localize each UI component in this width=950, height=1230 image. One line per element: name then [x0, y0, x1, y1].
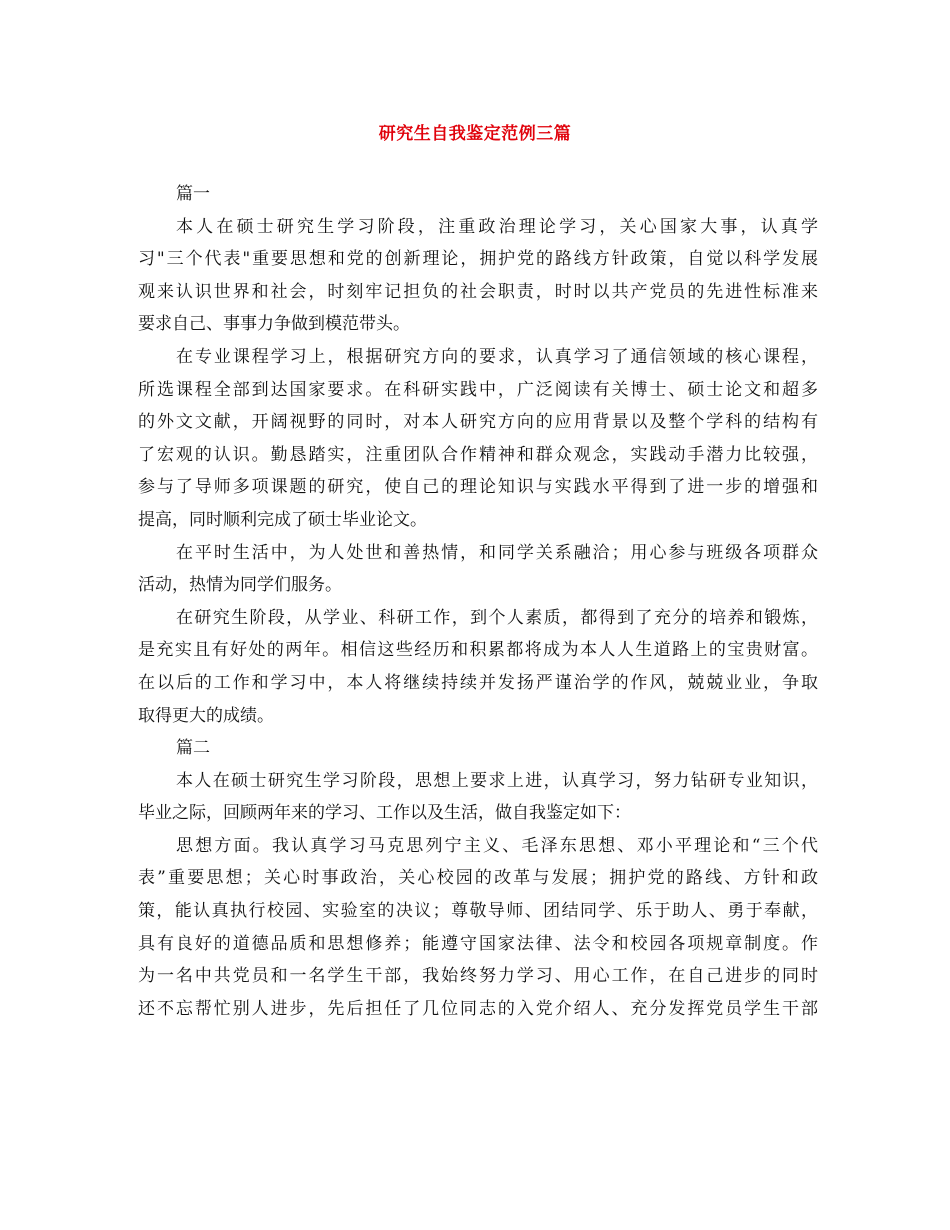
document-title: 研究生自我鉴定范例三篇 [378, 124, 572, 144]
text-line: 具有良好的道德品质和思想修养；能遵守国家法律、法令和校园各项规章制度。作 [138, 933, 818, 954]
text-line: 所选课程全部到达国家要求。在科研实践中，广泛阅读有关博士、硕士论文和超多 [138, 379, 818, 400]
text-line: 要求自己、事事力争做到模范带头。 [138, 314, 410, 335]
text-line: 习"三个代表"重要思想和党的创新理论，拥护党的路线方针政策，自觉以科学发展 [138, 249, 818, 270]
text-line: 思想方面。我认真学习马克思列宁主义、毛泽东思想、邓小平理论和“三个代 [176, 835, 818, 856]
text-line: 为一名中共党员和一名学生干部，我始终努力学习、用心工作，在自己进步的同时 [138, 966, 818, 987]
text-line: 毕业之际，回顾两年来的学习、工作以及生活，做自我鉴定如下： [138, 803, 631, 824]
text-line: 本人在硕士研究生学习阶段，思想上要求上进，认真学习，努力钻研专业知识， [176, 770, 818, 791]
text-line: 表”重要思想；关心时事政治，关心校园的改革与发展；拥护党的路线、方针和政 [138, 868, 818, 889]
text-line: 是充实且有好处的两年。相信这些经历和积累都将成为本人人生道路上的宝贵财富。 [138, 640, 818, 661]
document-body [138, 178, 818, 1025]
text-line: 在研究生阶段，从学业、科研工作，到个人素质，都得到了充分的培养和锻炼， [176, 607, 818, 628]
text-line: 观来认识世界和社会，时刻牢记担负的社会职责，时时以共产党员的先进性标准来 [138, 281, 818, 302]
text-line: 取得更大的成绩。 [138, 705, 274, 726]
text-line: 在以后的工作和学习中，本人将继续持续并发扬严谨治学的作风，兢兢业业，争取 [138, 672, 818, 693]
text-line: 提高，同时顺利完成了硕士毕业论文。 [138, 509, 427, 530]
text-line: 还不忘帮忙别人进步，先后担任了几位同志的入党介绍人、充分发挥党员学生干部 [138, 998, 818, 1019]
section-heading: 篇二 [176, 738, 210, 759]
text-line: 活动，热情为同学们服务。 [138, 575, 342, 596]
text-line: 的外文文献，开阔视野的同时，对本人研究方向的应用背景以及整个学科的结构有 [138, 412, 818, 433]
text-line: 本人在硕士研究生学习阶段，注重政治理论学习，关心国家大事，认真学 [176, 216, 818, 237]
text-line: 策，能认真执行校园、实验室的决议；尊敬导师、团结同学、乐于助人、勇于奉献， [138, 901, 818, 922]
text-line: 参与了导师多项课题的研究，使自己的理论知识与实践水平得到了进一步的增强和 [138, 477, 818, 498]
text-line: 了宏观的认识。勤恳踏实，注重团队合作精神和群众观念，实践动手潜力比较强， [138, 444, 818, 465]
text-line: 在专业课程学习上，根据研究方向的要求，认真学习了通信领域的核心课程， [176, 346, 818, 367]
text-line: 在平时生活中，为人处世和善热情，和同学关系融洽；用心参与班级各项群众 [176, 542, 818, 563]
section-heading: 篇一 [176, 184, 210, 204]
